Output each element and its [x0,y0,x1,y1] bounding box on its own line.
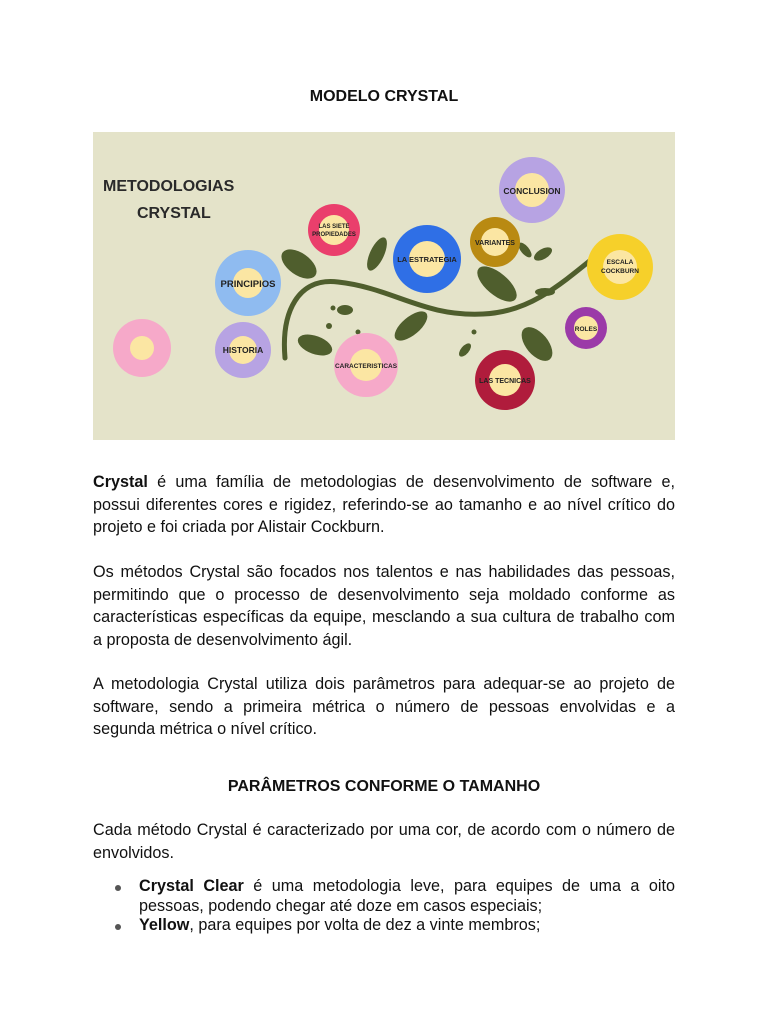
paragraph-intro [93,471,675,539]
bullet-icon [115,885,121,891]
crystal-methods-list [93,877,675,936]
leaf [472,330,477,335]
leaf [326,323,332,329]
svg-text:PROPIEDADES: PROPIEDADES [312,232,356,238]
node-conclusion [499,157,565,223]
crystal-bold-term: Crystal [93,473,148,491]
node-la-estrategia [393,225,461,293]
list-item [93,916,675,936]
svg-text:LA ESTRATEGIA: LA ESTRATEGIA [397,255,457,264]
svg-text:LAS SIETE: LAS SIETE [318,224,350,230]
node-escala-cockburn [587,234,653,300]
list-item [93,877,675,916]
svg-text:COCKBURN: COCKBURN [601,268,639,275]
figure-title-line1: METODOLOGIAS [103,178,235,195]
paragraph-parameters: A metodologia Crystal utiliza dois parâmetros para adequar-se ao projeto de software, sendo a primeira métrica o número de pessoas envolvidas e a segunda métrica o nível crítico. [93,675,675,738]
svg-text:PRINCIPIOS: PRINCIPIOS [220,279,276,290]
node-caracteristicas [334,333,398,397]
node-variantes [470,217,520,267]
bullet-icon [115,924,121,930]
svg-text:LAS TECNICAS: LAS TECNICAS [479,378,531,385]
svg-text:HISTORIA: HISTORIA [222,345,264,355]
metodologias-crystal-figure [93,132,675,440]
list-item-text: , para equipes por volta de dez a vinte membros; [189,916,541,934]
node-historia [215,322,271,378]
paragraph-colors: Cada método Crystal é caracterizado por uma cor, de acordo com o número de envolvidos. [93,821,675,862]
svg-text:ESCALA: ESCALA [606,259,634,266]
paragraph-intro-text: é uma família de metodologias de desenvolvimento de software e, possui diferentes cores e rigidez, referindo-se ao tamanho e ao nível crítico do projeto e foi criada por Alistair Cockburn. [93,473,675,536]
list-item-text: é uma metodologia leve, para equipes de uma a oito pessoas, podendo chegar até doze em casos especiais; [139,877,675,915]
page-title: MODELO CRYSTAL [309,88,459,105]
svg-text:ROLES: ROLES [574,326,598,333]
leaf [337,305,353,315]
svg-text:CONCLUSION: CONCLUSION [503,186,561,196]
node-principios [215,250,281,316]
list-item-term: Crystal Clear [139,877,244,895]
svg-text:VARIANTES: VARIANTES [475,240,515,247]
list-item-term: Yellow [139,916,190,934]
node-decorative [113,319,171,377]
figure-title-line2: CRYSTAL [137,205,211,222]
section-heading: PARÂMETROS CONFORME O TAMANHO [227,778,541,795]
leaf [331,306,336,311]
node-las-tecnicas [475,350,535,410]
node-roles [565,307,607,349]
leaf [535,288,555,296]
svg-text:CARACTERISTICAS: CARACTERISTICAS [334,363,398,370]
paragraph-talents: Os métodos Crystal são focados nos talentos e nas habilidades das pessoas, permitindo que o processo de desenvolvimento seja moldado conforme as características específicas da equipe, mesclando a sua cultura de trabalho com a proposta de desenvolvimento ágil. [93,563,675,649]
node-las-siete-propiedades [308,204,360,256]
